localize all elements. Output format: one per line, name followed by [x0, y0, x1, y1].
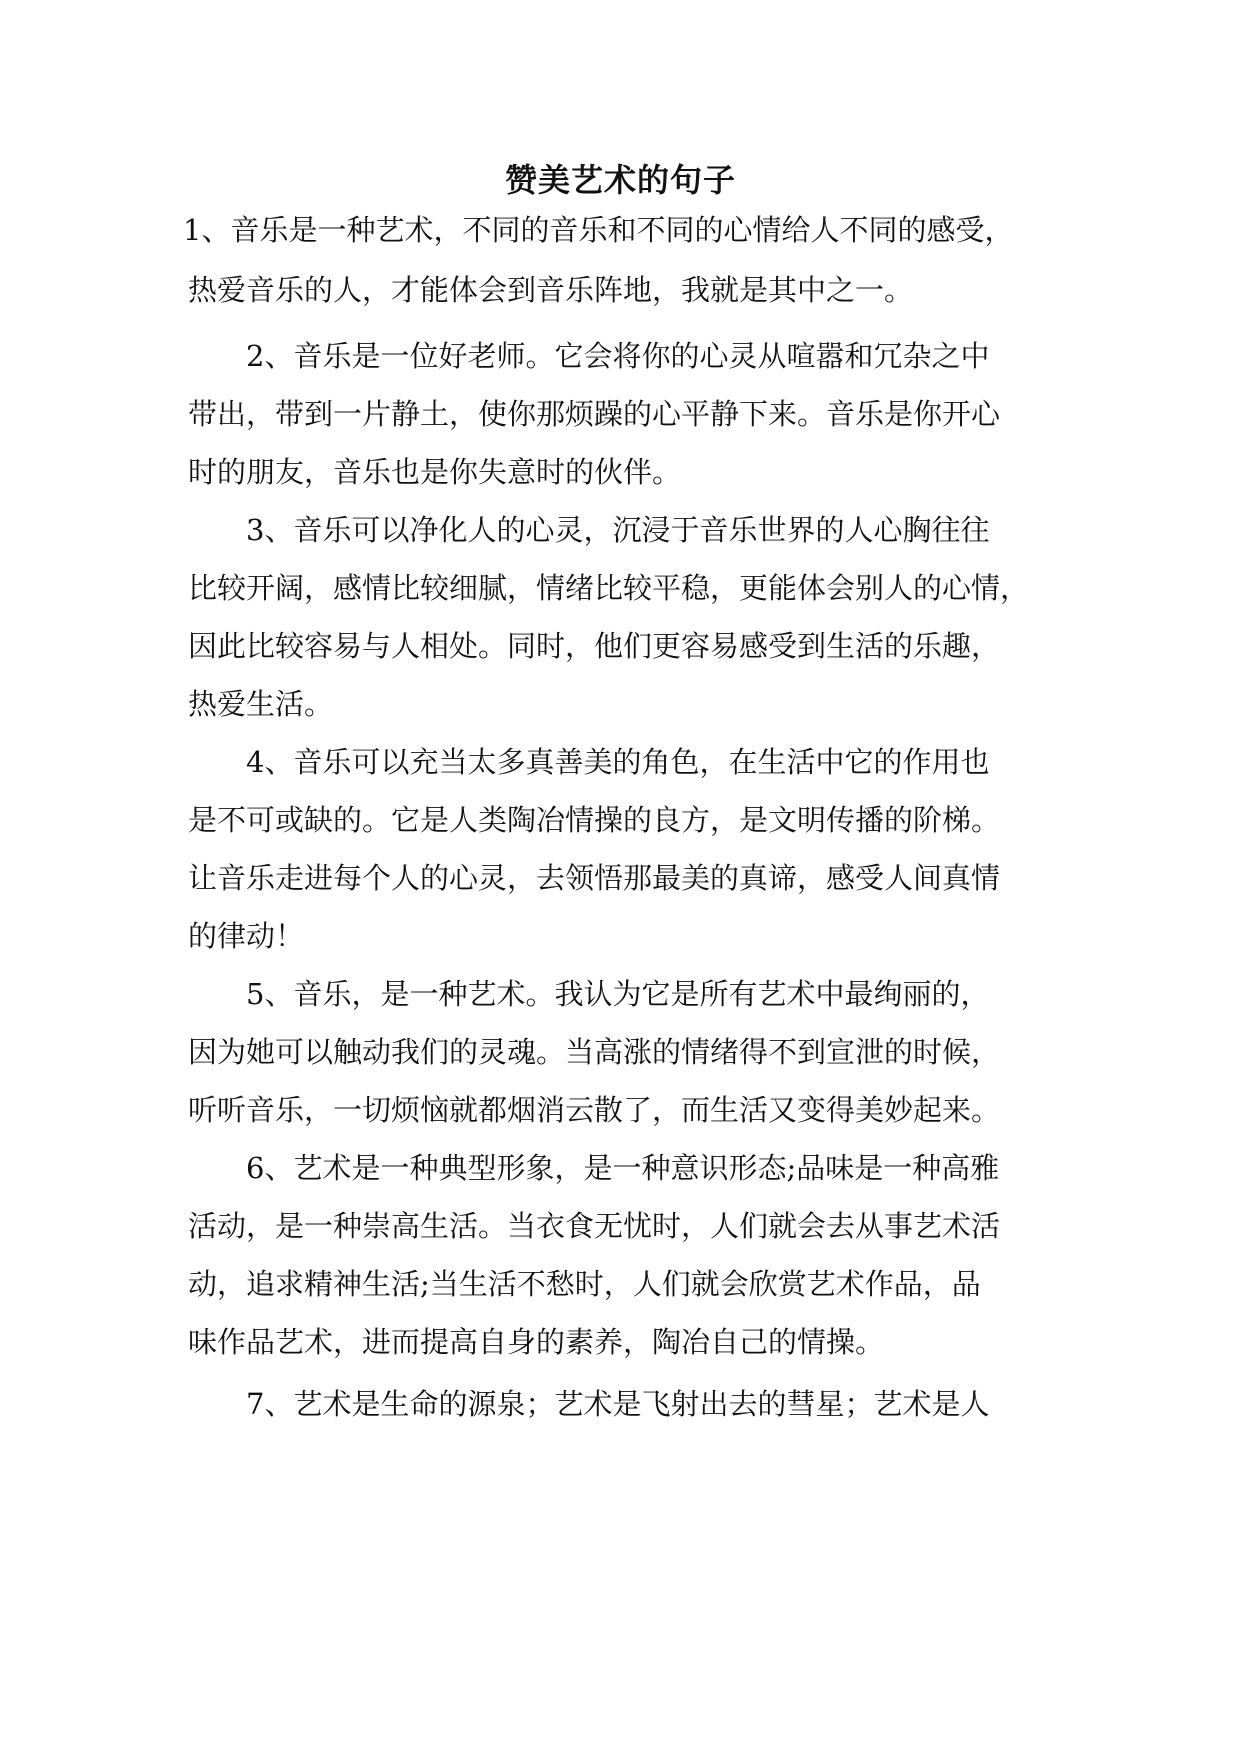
text-line: 3、音乐可以净化人的心灵，沉浸于音乐世界的人心胸往往	[246, 513, 990, 547]
text-line: 4、音乐可以充当太多真善美的角色，在生活中它的作用也	[246, 745, 990, 779]
document-title: 赞美艺术的句子	[504, 161, 736, 199]
text-line: 比较开阔，感情比较细腻，情绪比较平稳，更能体会别人的心情，	[188, 571, 1030, 605]
text-line: 7、艺术是生命的源泉；艺术是飞射出去的彗星；艺术是人	[246, 1387, 990, 1421]
text-line: 因为她可以触动我们的灵魂。当高涨的情绪得不到宣泄的时候，	[188, 1035, 1001, 1069]
text-line: 让音乐走进每个人的心灵，去领悟那最美的真谛，感受人间真情	[188, 861, 1001, 895]
text-line: 时的朋友，音乐也是你失意时的伙伴。	[188, 455, 682, 489]
text-line: 因此比较容易与人相处。同时，他们更容易感受到生活的乐趣，	[188, 629, 1001, 663]
text-line: 带出，带到一片静土，使你那烦躁的心平静下来。音乐是你开心	[188, 397, 1001, 431]
text-line: 动，追求精神生活;当生活不愁时，人们就会欣赏艺术作品，品	[188, 1267, 981, 1301]
text-line: 1、音乐是一种艺术，不同的音乐和不同的心情给人不同的感受，	[183, 213, 1014, 247]
text-line: 是不可或缺的。它是人类陶冶情操的良方，是文明传播的阶梯。	[188, 803, 1001, 837]
text-line: 2、音乐是一位好老师。它会将你的心灵从喧嚣和冗杂之中	[246, 339, 990, 373]
text-line: 味作品艺术，进而提高自身的素养，陶冶自己的情操。	[188, 1325, 885, 1359]
text-line: 听听音乐，一切烦恼就都烟消云散了，而生活又变得美妙起来。	[188, 1093, 1001, 1127]
text-line: 活动，是一种崇高生活。当衣食无忧时，人们就会去从事艺术活	[188, 1209, 1001, 1243]
text-line: 5、音乐，是一种艺术。我认为它是所有艺术中最绚丽的，	[246, 977, 990, 1011]
text-line: 6、艺术是一种典型形象，是一种意识形态;品味是一种高雅	[246, 1151, 1000, 1185]
text-line: 热爱生活。	[188, 687, 334, 721]
text-line: 热爱音乐的人，才能体会到音乐阵地，我就是其中之一。	[188, 273, 914, 307]
text-line: 的律动！	[188, 919, 305, 953]
